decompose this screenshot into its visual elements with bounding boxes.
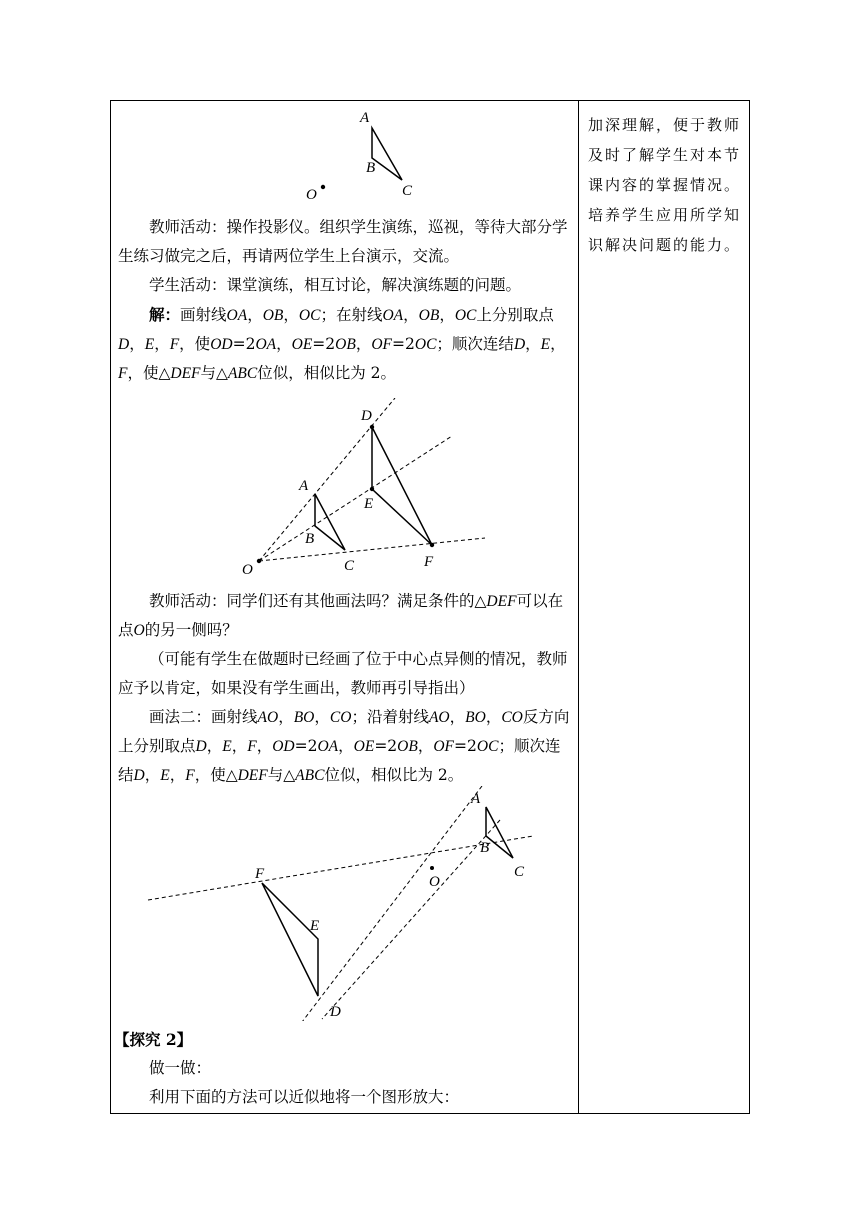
label-f: F [255,866,265,882]
paragraph-method: 利用下面的方法可以近似地将一个图形放大： [149,1088,460,1106]
figure-homothety-opposite-side [140,786,540,1021]
paragraph-method-two: 画法二：画射线AO，BO，CO；沿着射线AO，BO，CO反方向上分别取点D，E，F，OD=2OA，OE=2OB，OF=2OC；顺次连结D，E，F，使△DEF与△ABC位似，相似比为 2。 [118,708,570,784]
label-f: F [424,554,434,570]
label-a: A [360,110,370,126]
column-divider [578,100,579,1113]
label-e: E [364,496,374,512]
label-b: B [305,531,315,547]
paragraph-teacher-activity: 教师活动：操作投影仪。组织学生演练，巡视，等待大部分学生练习做完之后，再请两位学生上台演示，交流。 [118,218,568,265]
label-c: C [402,183,413,199]
paragraph-try: 做一做： [149,1059,212,1077]
label-c: C [514,864,525,880]
label-d: D [330,1004,341,1020]
label-c: C [344,558,355,574]
side-note: 加深理解，便于教师及时了解学生对本节课内容的掌握情况。培养学生应用所学知识解决问题的能力。 [588,116,742,254]
paragraph-note: （可能有学生在做题时已经画了位于中心点异侧的情况，教师应予以肯定，如果没有学生画出，教师再引导指出） [118,650,568,697]
label-a: A [299,478,309,494]
paragraph-solution: 解：画射线OA，OB，OC；在射线OA，OB，OC上分别取点D，E，F，使OD=2OA，OE=2OB，OF=2OC；顺次连结D，E，F，使△DEF与△ABC位似，相似比为 2。 [118,305,566,382]
label-d: D [361,408,372,424]
figure-triangle-abc [290,104,430,204]
label-o: O [429,874,440,890]
section-heading: 【探究 2】 [114,1030,193,1049]
label-e: E [310,918,320,934]
paragraph-student-activity: 学生活动：课堂演练，相互讨论，解决演练题的问题。 [149,276,522,294]
label-o: O [242,562,253,578]
paragraph-teacher-question: 教师活动：同学们还有其他画法吗？满足条件的△DEF可以在点O的另一侧吗？ [118,592,564,639]
label-o: O [306,187,317,203]
label-b: B [480,840,490,856]
figure-homothety-same-side [230,398,500,583]
label-a: A [471,791,481,807]
label-b: B [366,160,376,176]
